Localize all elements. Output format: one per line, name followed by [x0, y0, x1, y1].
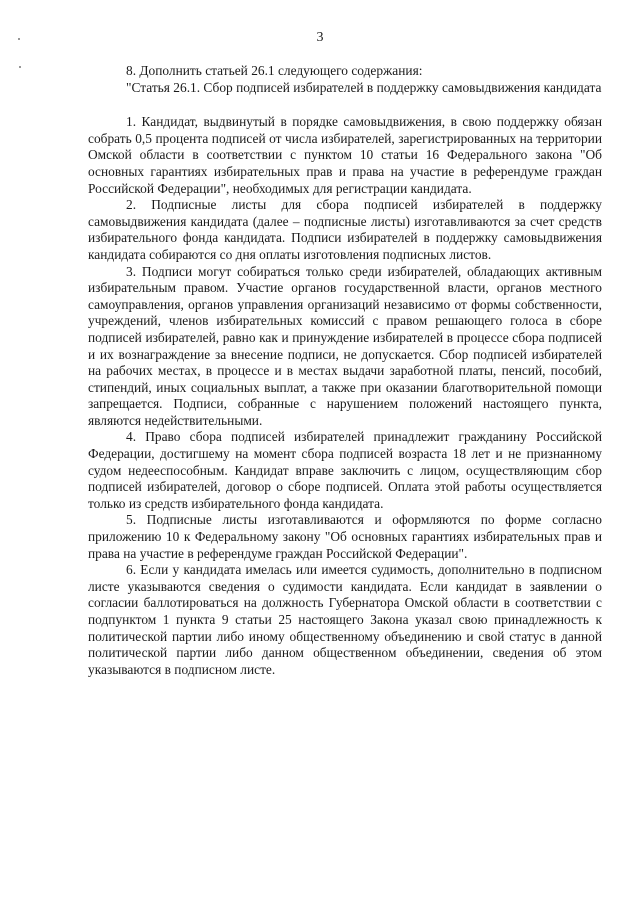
paragraph-5: 5. Подписные листы изготавливаются и оформляются по форме согласно приложению 10 к Федеральному закону "Об основных гарантиях избирательных прав и права на участие в референдуме граждан Российской Федерации". [88, 512, 602, 561]
scan-speck [19, 66, 21, 68]
page-number: 3 [316, 30, 324, 45]
paragraph-3: 3. Подписи могут собираться только среди избирателей, обладающих активным избирательным правом. Участие органов государственной власти, органов местного самоуправления, органов управления организаций независимо от формы собственности, учреждений, членов избирательных комиссий с правом решающего голоса в сборе подписей избирателей, равно как и принуждение избирателей в процессе сбора подписей и их вознаграждение за внесение подписи, не допускается. Сбор подписей избирателей на рабочих местах, в процессе и в местах выдачи заработной платы, пенсий, пособий, стипендий, иных социальных выплат, а также при оказании благотворительной помощи запрещается. Подписи, собранные с нарушением положений настоящего пункта, являются недействительными. [88, 263, 602, 428]
spacer [88, 96, 602, 114]
document-body [88, 63, 602, 678]
amendment-intro: 8. Дополнить статьей 26.1 следующего содержания: [126, 63, 423, 78]
paragraph-4: 4. Право сбора подписей избирателей принадлежит гражданину Российской Федерации, достигшему на момент сбора подписей возраста 18 лет и не признанному судом недееспособным. Кандидат вправе заключить с лицом, осуществляющим сбор подписей избирателей, договор о сборе подписей. Оплата этой работы осуществляется только из средств избирательного фонда кандидата. [88, 429, 602, 511]
paragraph-6: 6. Если у кандидата имелась или имеется судимость, дополнительно в подписном листе указываются сведения о судимости кандидата. Если кандидат в заявлении о согласии баллотироваться на должность Губернатора Омской области в соответствии с подпунктом 1 пункта 9 статьи 25 настоящего Закона указал свою принадлежность к политической партии либо иному общественному объединению и свой статус в данной политической партии либо данном общественном объединении, сведения об этом указываются в подписном листе. [88, 562, 602, 677]
paragraph-1: 1. Кандидат, выдвинутый в порядке самовыдвижения, в свою поддержку обязан собрать 0,5 процента подписей от числа избирателей, зарегистрированных на территории Омской области в соответствии с пунктом 10 статьи 16 Федерального закона "Об основных гарантиях избирательных прав и права на участие в референдуме граждан Российской Федерации", необходимых для регистрации кандидата. [88, 114, 602, 196]
paragraph-2: 2. Подписные листы для сбора подписей избирателей в поддержку самовыдвижения кандидата (далее – подписные листы) изготавливаются за счет средств избирательного фонда кандидата. Подписи избирателей в поддержку самовыдвижения кандидата собираются со дня оплаты изготовления подписных листов. [88, 197, 602, 262]
article-title: "Статья 26.1. Сбор подписей избирателей в поддержку самовыдвижения кандидата [126, 79, 602, 95]
